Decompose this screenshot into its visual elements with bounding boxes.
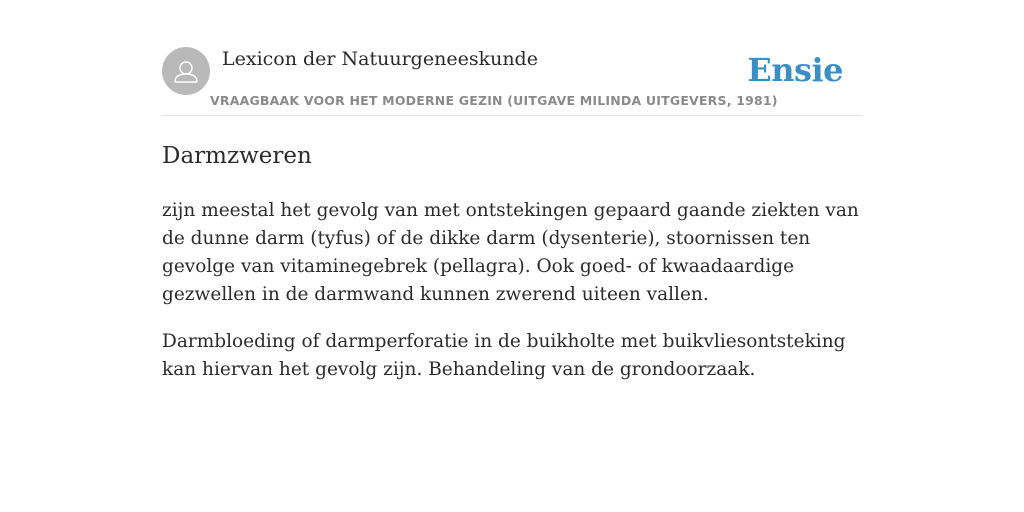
person-outline-icon bbox=[162, 47, 210, 95]
entry-title: Darmzweren bbox=[162, 143, 312, 169]
entry-paragraph: zijn meestal het gevolg van met ontstekingen gepaard gaande ziekten van de dunne darm (tyfus) of de dikke darm (dysenterie), stoornissen ten gevolge van vitaminegebrek (pellagra). Ook goed- of kwaadaardige gezwellen in de darmwand kunnen zwerend uiteen vallen. bbox=[162, 200, 859, 305]
entry-body bbox=[162, 197, 862, 384]
source-subtitle: VRAAGBAAK VOOR HET MODERNE GEZIN (UITGAVE MILINDA UITGEVERS, 1981) bbox=[210, 93, 778, 108]
source-header bbox=[162, 47, 862, 116]
source-title[interactable]: Lexicon der Natuurgeneeskunde bbox=[222, 48, 538, 70]
page bbox=[162, 0, 862, 384]
user-avatar-icon[interactable] bbox=[162, 47, 210, 95]
brand-logo-link[interactable]: Ensie bbox=[747, 51, 843, 89]
entry-paragraph: Darmbloeding of darmperforatie in de buikholte met buikvliesontsteking kan hiervan het gevolg zijn. Behandeling van de grondoorzaak. bbox=[162, 331, 846, 380]
